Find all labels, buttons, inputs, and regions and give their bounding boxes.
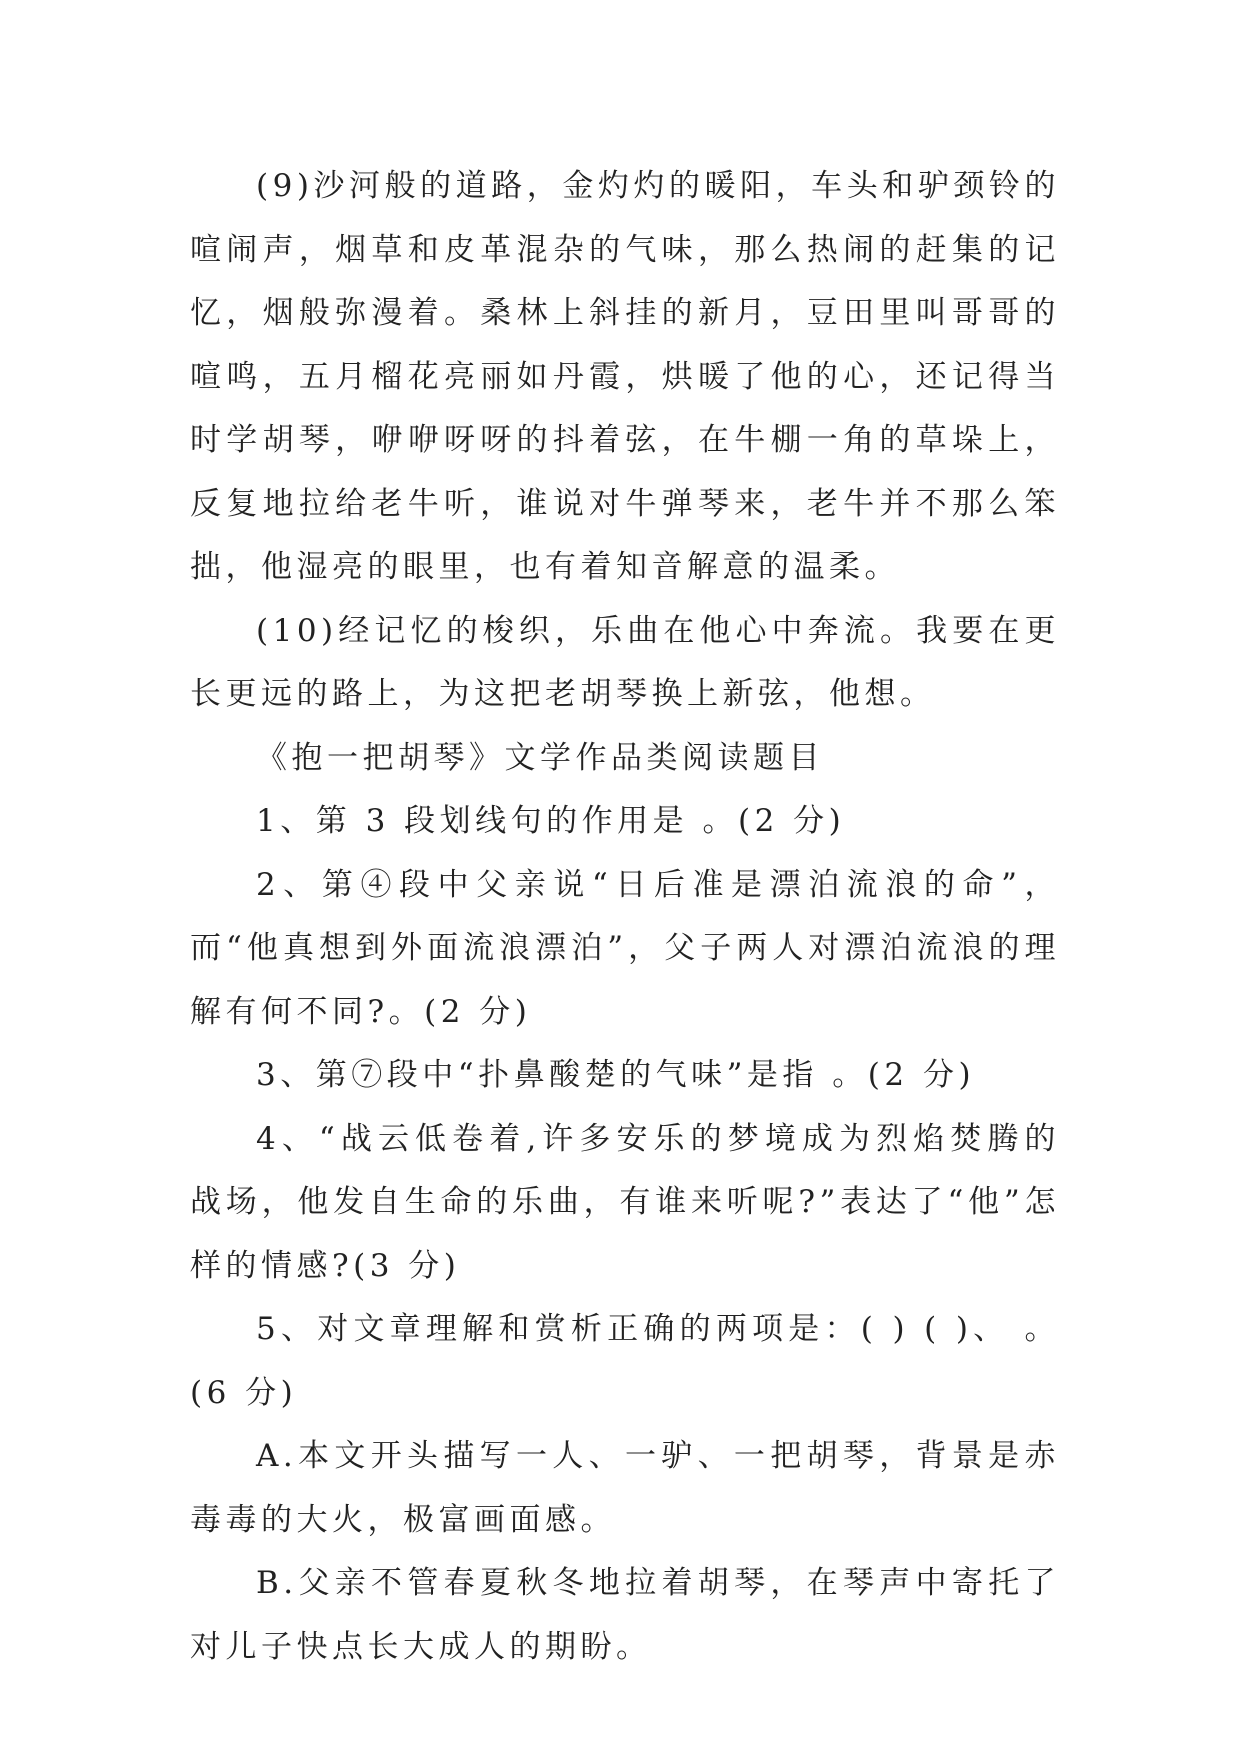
question-4: 4、“战云低卷着,许多安乐的梦境成为烈焰焚腾的战场，他发自生命的乐曲，有谁来听呢?”表达了“他”怎样的情感?(3 分)	[190, 1120, 1060, 1284]
question-3: 3、第⑦段中“扑鼻酸楚的气味”是指 。(2 分)	[256, 1057, 976, 1093]
question-1: 1、第 3 段划线句的作用是 。(2 分)	[256, 803, 846, 839]
paragraph-10: (10)经记忆的梭织，乐曲在他心中奔流。我要在更长更远的路上，为这把老胡琴换上新弦，他想。	[190, 612, 1060, 712]
option-a: A.本文开头描写一人、一驴、一把胡琴，背景是赤毒毒的大火，极富画面感。	[190, 1438, 1060, 1538]
option-b: B.父亲不管春夏秋冬地拉着胡琴，在琴声中寄托了对儿子快点长大成人的期盼。	[190, 1565, 1060, 1665]
question-2: 2、第④段中父亲说“日后准是漂泊流浪的命”，而“他真想到外面流浪漂泊”，父子两人对漂泊流浪的理解有何不同?。(2 分)	[190, 866, 1060, 1030]
paragraph-9: (9)沙河般的道路，金灼灼的暖阳，车头和驴颈铃的喧闹声，烟草和皮革混杂的气味，那么热闹的赶集的记忆，烟般弥漫着。桑林上斜挂的新月，豆田里叫哥哥的喧鸣，五月榴花亮丽如丹霞，烘暖了他的心，还记得当时学胡琴，咿咿呀呀的抖着弦，在牛棚一角的草垛上，反复地拉给老牛听，谁说对牛弹琴来，老牛并不那么笨拙，他湿亮的眼里，也有着知音解意的温柔。	[190, 168, 1060, 585]
question-5: 5、对文章理解和赏析正确的两项是：( ) ( )、 。(6 分)	[190, 1311, 1060, 1411]
document-page	[190, 155, 1060, 1679]
section-title: 《抱一把胡琴》文学作品类阅读题目	[256, 739, 824, 776]
